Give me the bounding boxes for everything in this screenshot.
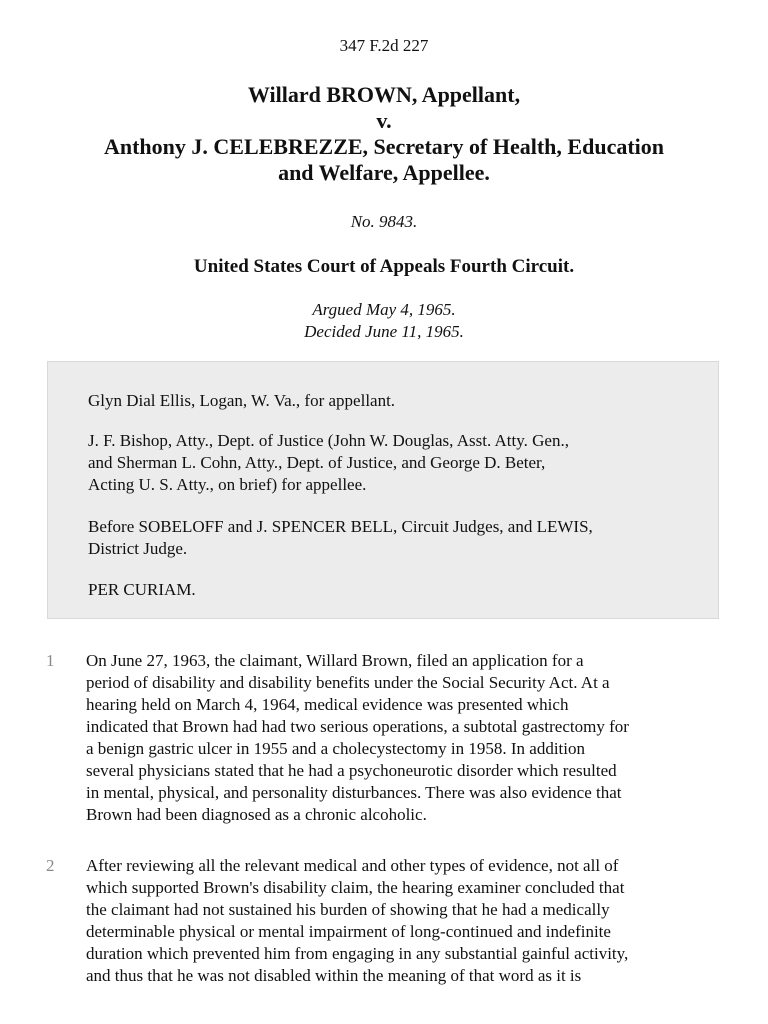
paragraph-number: 2 [46, 856, 55, 875]
paragraph-line: hearing held on March 4, 1964, medical evidence was presented which [86, 695, 569, 714]
paragraph-number: 1 [46, 651, 55, 670]
caption-appellee-line-1: Anthony J. CELEBREZZE, Secretary of Health, Education [103, 134, 665, 159]
appellant-counsel [88, 390, 708, 412]
case-caption [40, 82, 728, 186]
appellee-counsel-line-1: J. F. Bishop, Atty., Dept. of Justice (John W. Douglas, Asst. Atty. Gen., [88, 431, 569, 450]
reporter-citation: 347 F.2d 227 [339, 36, 429, 55]
counsel-box [47, 361, 719, 619]
case-dates [0, 299, 768, 343]
paragraph-line: and thus that he was not disabled within the meaning of that word as it is [86, 966, 582, 985]
per-curiam-label: PER CURIAM. [88, 580, 196, 599]
caption-appellant: Willard BROWN, Appellant, [247, 82, 521, 107]
paragraph-line: in mental, physical, and personality disturbances. There was also evidence that [86, 783, 622, 802]
paragraph-text [86, 650, 726, 826]
appellee-counsel-line-2: and Sherman L. Cohn, Atty., Dept. of Justice, and George D. Beter, [88, 453, 546, 472]
appellee-counsel-line-3: Acting U. S. Atty., on brief) for appellee. [88, 475, 367, 494]
paragraph-line: duration which prevented him from engaging in any substantial gainful activity, [86, 944, 629, 963]
paragraph-line: Brown had been diagnosed as a chronic alcoholic. [86, 805, 427, 824]
judicial-panel [88, 516, 708, 560]
paragraph-line: period of disability and disability benefits under the Social Security Act. At a [86, 673, 610, 692]
appellee-counsel [88, 430, 708, 496]
paragraph-line: the claimant had not sustained his burden of showing that he had a medically [86, 900, 610, 919]
paragraph-line: determinable physical or mental impairment of long-continued and indefinite [86, 922, 611, 941]
court-name: United States Court of Appeals Fourth Circuit. [193, 256, 575, 277]
paragraph-line: On June 27, 1963, the claimant, Willard Brown, filed an application for a [86, 651, 584, 670]
caption-appellee-line-2: and Welfare, Appellee. [278, 160, 490, 185]
paragraph-line: several physicians stated that he had a psychoneurotic disorder which resulted [86, 761, 617, 780]
appellant-counsel-line: Glyn Dial Ellis, Logan, W. Va., for appellant. [88, 391, 396, 410]
paragraph-line: indicated that Brown had had two serious operations, a subtotal gastrectomy for [86, 717, 629, 736]
paragraph-line: a benign gastric ulcer in 1955 and a cholecystectomy in 1958. In addition [86, 739, 586, 758]
paragraph-line: After reviewing all the relevant medical and other types of evidence, not all of [86, 856, 619, 875]
paragraph-line: which supported Brown's disability claim, the hearing examiner concluded that [86, 878, 625, 897]
judicial-panel-line-1: Before SOBELOFF and J. SPENCER BELL, Circuit Judges, and LEWIS, [88, 517, 593, 536]
decided-date: Decided June 11, 1965. [304, 322, 464, 341]
paragraph-text [86, 855, 726, 987]
judicial-panel-line-2: District Judge. [88, 539, 188, 558]
argued-date: Argued May 4, 1965. [312, 300, 456, 319]
caption-versus: v. [376, 108, 392, 133]
docket-number: No. 9843. [350, 212, 418, 231]
